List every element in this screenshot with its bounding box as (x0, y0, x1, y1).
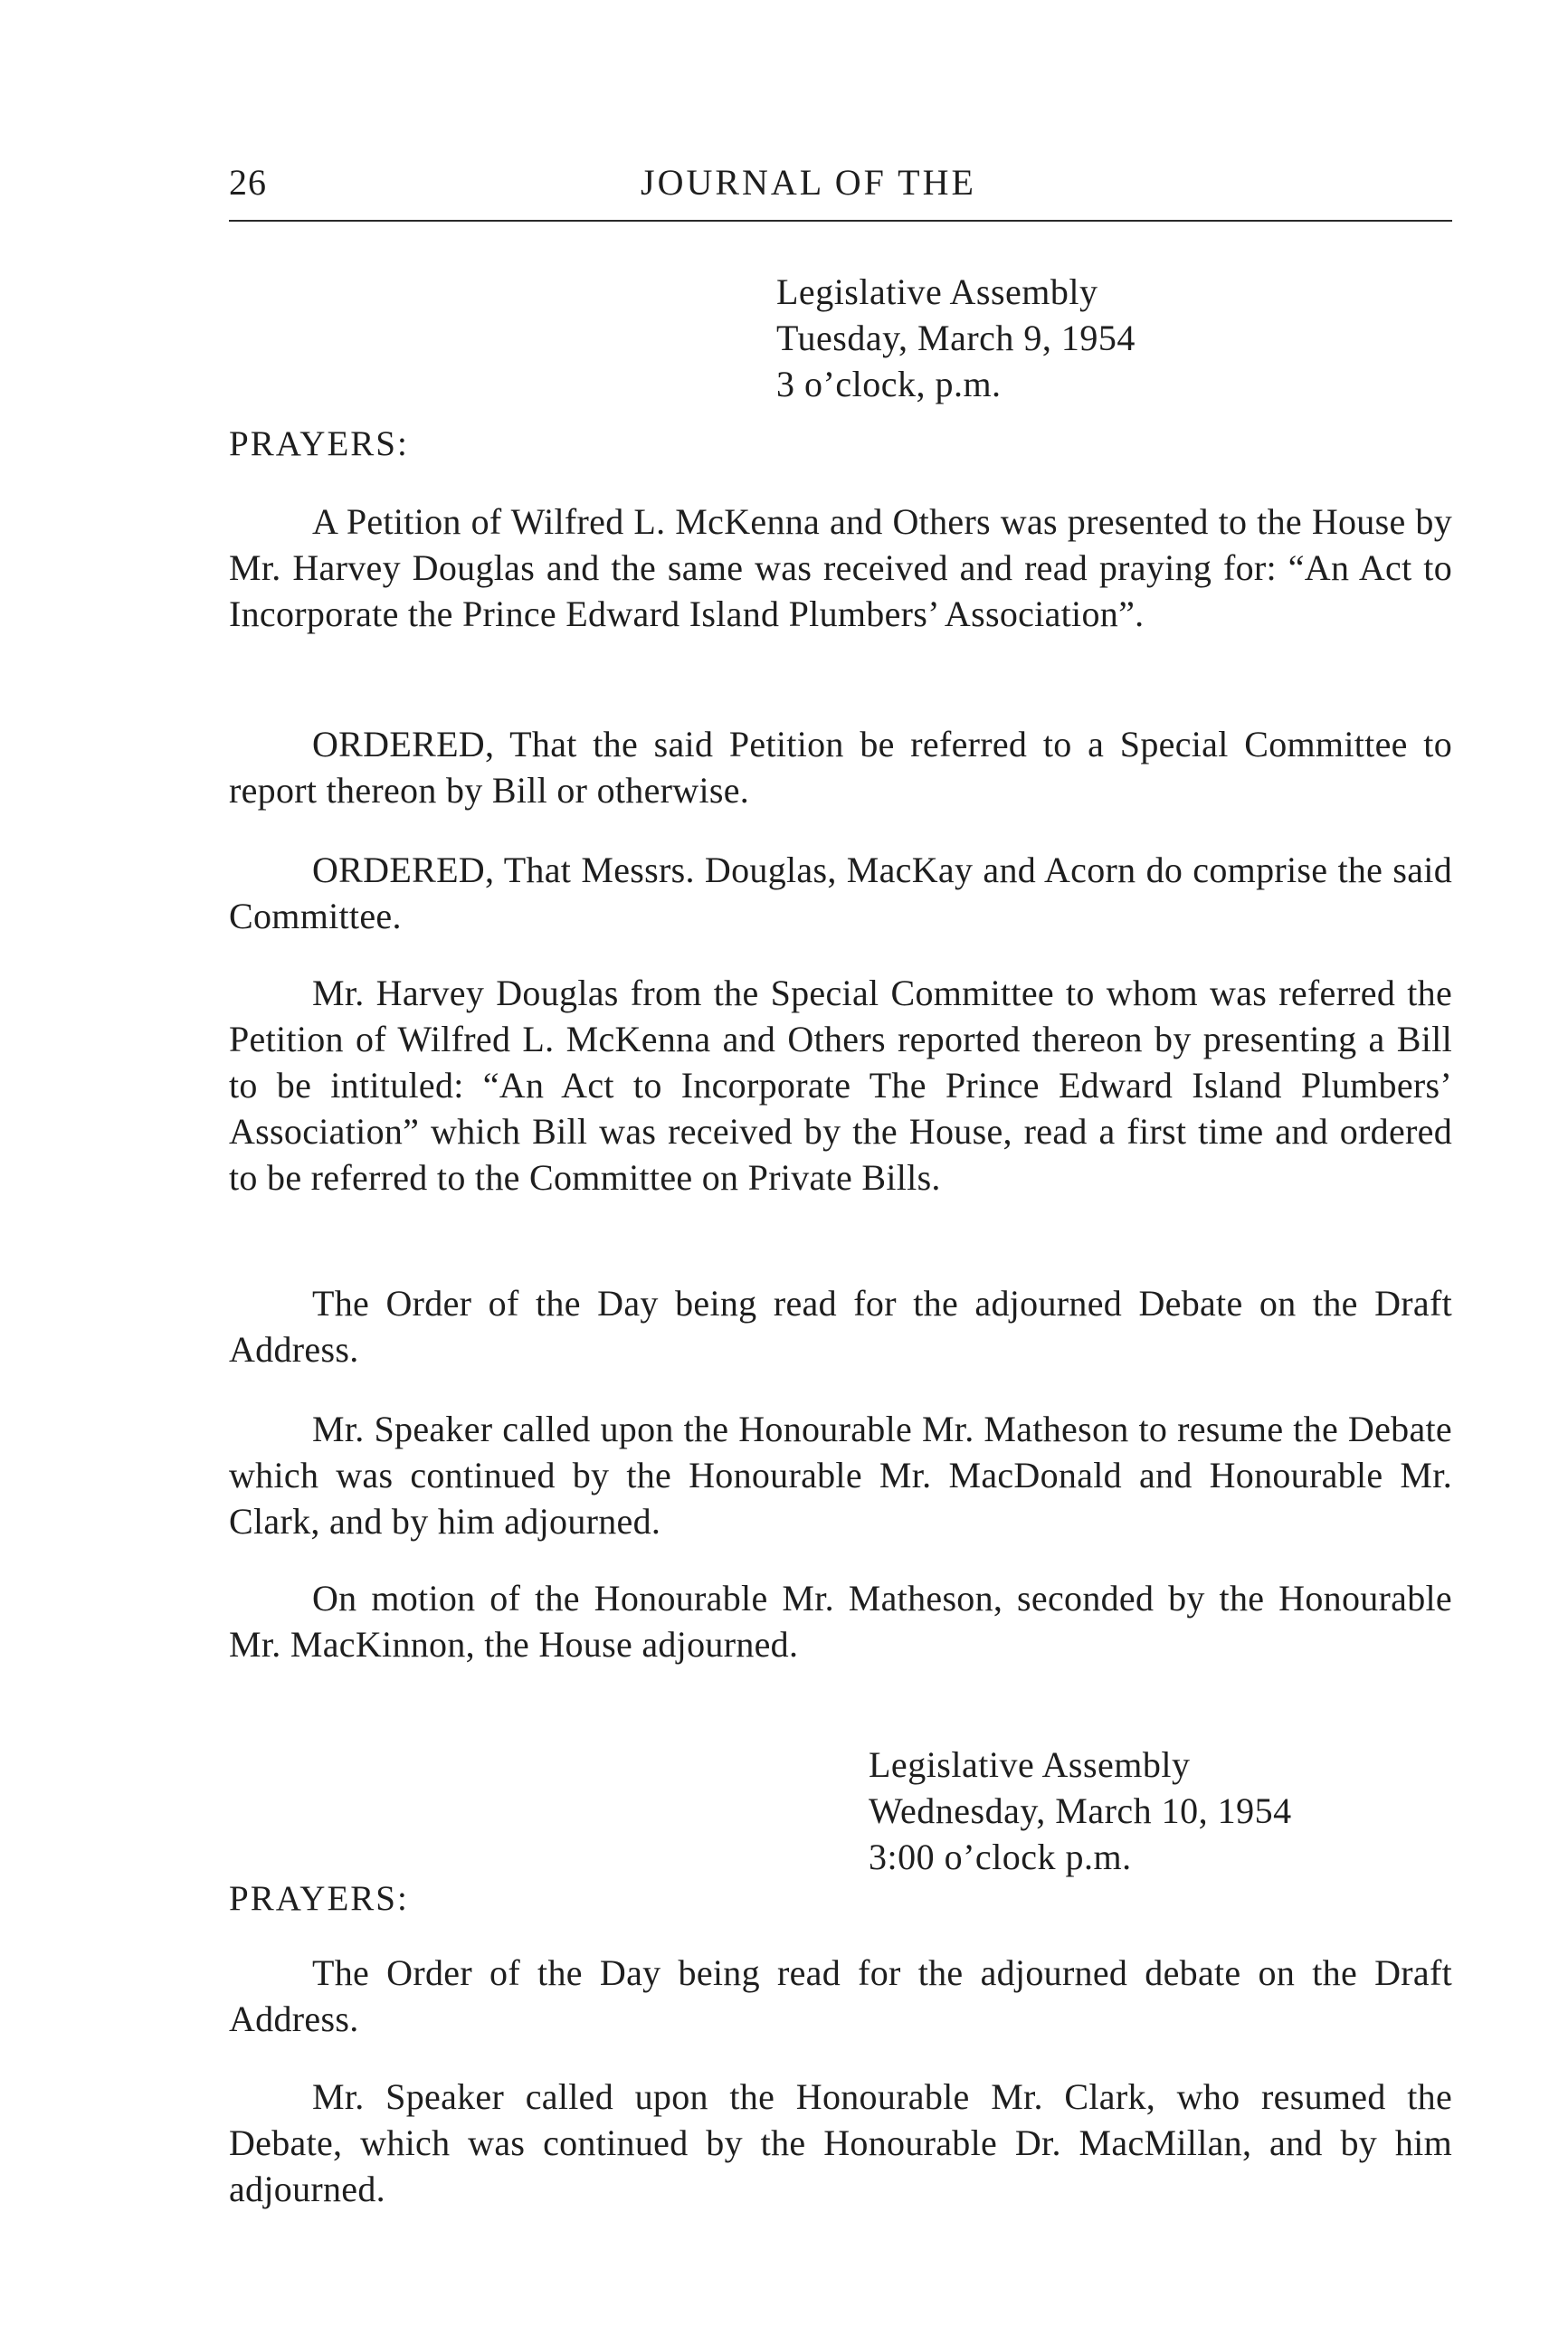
header-rule (229, 220, 1452, 222)
prayers-label: PRAYERS: (229, 424, 409, 463)
sitting-date: Wednesday, March 10, 1954 (869, 1790, 1292, 1831)
paragraph-petition: A Petition of Wilfred L. McKenna and Others was presented to the House by Mr. Harvey Douglas and the same was received and read praying for: “An Act to Incorporate the Prince Edward Island Plumbers’ Association”. (229, 501, 1452, 634)
paragraph-ordered-referral: ORDERED, That the said Petition be referred to a Special Committee to report thereon by Bill or otherwise. (229, 724, 1452, 811)
sitting-time: 3 o’clock, p.m. (776, 364, 1002, 404)
assembly-name: Legislative Assembly (869, 1744, 1191, 1785)
sitting-date: Tuesday, March 9, 1954 (776, 318, 1136, 358)
running-title: JOURNAL OF THE (641, 162, 976, 203)
paragraph-ordered-committee: ORDERED, That Messrs. Douglas, MacKay and Acorn do comprise the said Committee. (229, 850, 1452, 936)
sitting-heading (776, 269, 1136, 407)
paragraph-adjournment: On motion of the Honourable Mr. Matheson, seconded by the Honourable Mr. MacKinnon, the House adjourned. (229, 1578, 1452, 1665)
prayers-label: PRAYERS: (229, 1879, 409, 1918)
sitting-heading (869, 1742, 1292, 1880)
page-number: 26 (229, 162, 267, 203)
page-header (229, 161, 1450, 215)
paragraph-debate: Mr. Speaker called upon the Honourable Mr. Matheson to resume the Debate which was continued by the Honourable Mr. MacDonald and Honourable Mr. Clark, and by him adjourned. (229, 1409, 1452, 1542)
paragraph-committee-report: Mr. Harvey Douglas from the Special Committee to whom was referred the Petition of Wilfred L. McKenna and Others reported thereon by presenting a Bill to be intituled: “An Act to Incorporate The Prince Edward Island Plumbers’ Association” which Bill was received by the House, read a first time and ordered to be referred to the Committee on Private Bills. (229, 973, 1452, 1198)
sitting-time: 3:00 o’clock p.m. (869, 1837, 1132, 1877)
assembly-name: Legislative Assembly (776, 271, 1098, 312)
paragraph-order-of-day: The Order of the Day being read for the adjourned Debate on the Draft Address. (229, 1283, 1452, 1370)
paragraph-order-of-day: The Order of the Day being read for the adjourned debate on the Draft Address. (229, 1952, 1452, 2039)
paragraph-debate: Mr. Speaker called upon the Honourable Mr. Clark, who resumed the Debate, which was continued by the Honourable Dr. MacMillan, and by him adjourned. (229, 2076, 1452, 2209)
